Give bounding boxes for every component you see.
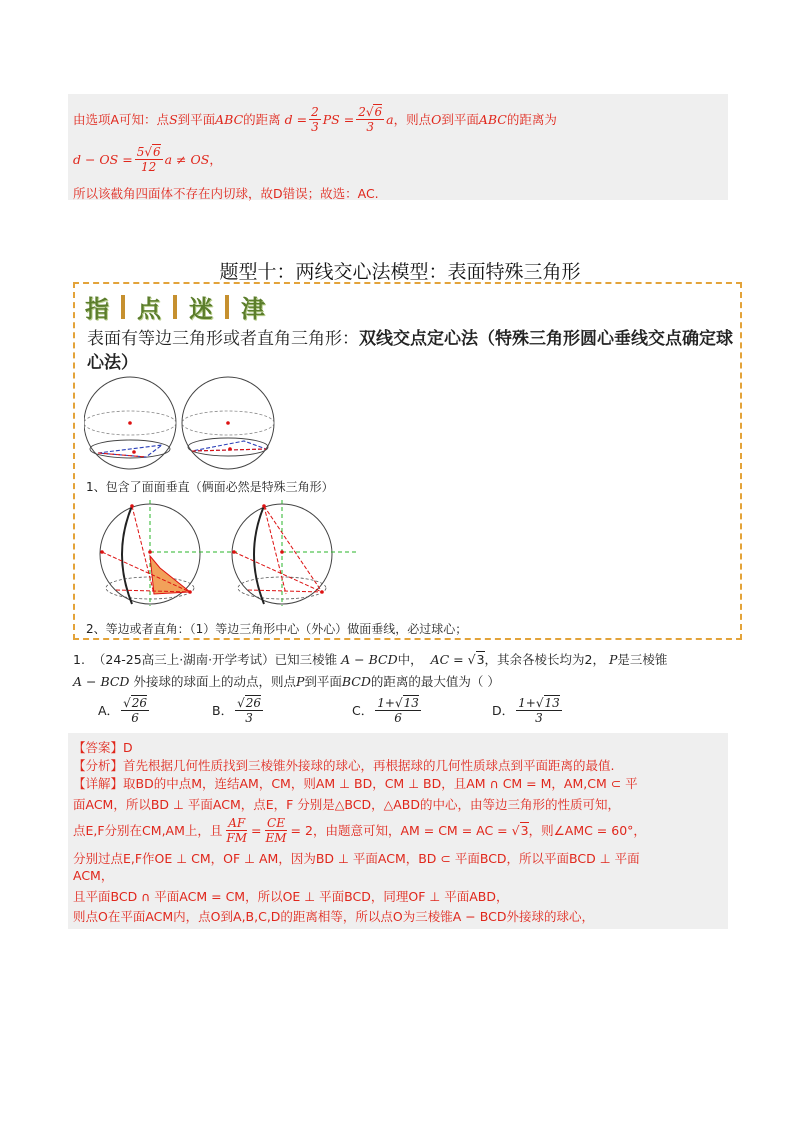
option-b[interactable]: B． $\frac{√26}{3}$ — [212, 695, 262, 725]
option-c[interactable]: C． $\frac{1+√13}{6}$ — [352, 695, 419, 725]
tips-text: 表面有等边三角形或者直角三角形：双线交点定心法（特殊三角形圆心垂线交点确定球心法） — [87, 329, 733, 373]
figure-caption-1: 1、包含了面面垂直（俩面必然是特殊三角形） — [86, 480, 334, 494]
fraction: $\frac{2}{3}$ — [311, 104, 319, 134]
sphere-figure-4 — [226, 496, 366, 616]
question-line-1: 1. （24-25高三上·湖南·开学考试）已知三棱锥 A − BCD中， AC = √3，其余各棱长均为2， P是三棱锥 — [73, 652, 668, 667]
option-d[interactable]: D． $\frac{1+√13}{3}$ — [492, 695, 560, 725]
solution-line-2: d − OS = $\frac{5√6}{12}$ a ≠ OS ， — [73, 144, 222, 174]
sphere-figure-2 — [180, 375, 290, 475]
fraction: $\frac{5√6}{12}$ — [136, 144, 161, 174]
detail-line-2: 面ACM，所以BD ⊥ 平面ACM，点E，F 分别是△BCD，△ABD的中心，由等边三角形的性质可知， — [73, 797, 620, 812]
divider — [173, 295, 177, 319]
section-title: 题型十：两线交心法模型：表面特殊三角形 — [219, 261, 581, 283]
detail-line-7: 则点O在平面ACM内，点O到A,B,C,D的距离相等，所以点O为三棱锥A − BCD外接球的球心， — [73, 909, 594, 924]
detail-line-6: 且平面BCD ∩ 平面ACM = CM，所以OE ⊥ 平面BCD，同理OF ⊥ 平面ABD， — [73, 889, 509, 904]
question-line-2: A − BCD 外接球的球面上的动点，则点P到平面BCD的距离的最大值为（ ） — [73, 674, 500, 689]
fraction: $\frac{2√6}{3}$ — [358, 104, 383, 134]
figure-caption-2: 2、等边或者直角：（1）等边三角形中心（外心）做面垂线，必过球心； — [86, 622, 468, 636]
tips-heading: 指 点 迷 津 — [85, 294, 265, 323]
analysis-text: 【分析】首先根据几何性质找到三棱锥外接球的球心，再根据球的几何性质球点到平面距离的最值. — [73, 758, 615, 773]
divider — [225, 295, 229, 319]
detail-line-5: ACM， — [73, 868, 114, 883]
divider — [121, 295, 125, 319]
detail-line-1: 【详解】取BD的中点M，连结AM，CM，则AM ⊥ BD，CM ⊥ BD，且AM ∩ CM = M，AM,CM ⊂ 平 — [73, 776, 638, 791]
solution-line-1: 由选项A可知：点 S 到平面 ABC 的距离 d = $\frac{2}{3}$ PS = $\frac{2√6}{3}$ a ，则点 O 到平面 ABC 的距离为 — [73, 104, 557, 134]
answer-label: 【答案】D — [73, 740, 133, 755]
solution-line-3: 所以该截角四面体不存在内切球，故D错误；故选：AC. — [73, 186, 379, 201]
option-a[interactable]: A． $\frac{√26}{6}$ — [98, 695, 147, 725]
detail-line-3: 点E,F分别在CM,AM上，且 $\frac{AF}{FM}$ = $\frac{CE}{EM}$ = 2，由题意可知，AM = CM = AC = √ 3 ，则∠AMC = 60°， — [73, 815, 646, 845]
detail-line-4: 分别过点E,F作OE ⊥ CM，OF ⊥ AM，因为BD ⊥ 平面ACM，BD ⊂ 平面BCD，所以平面BCD ⊥ 平面 — [73, 851, 640, 866]
